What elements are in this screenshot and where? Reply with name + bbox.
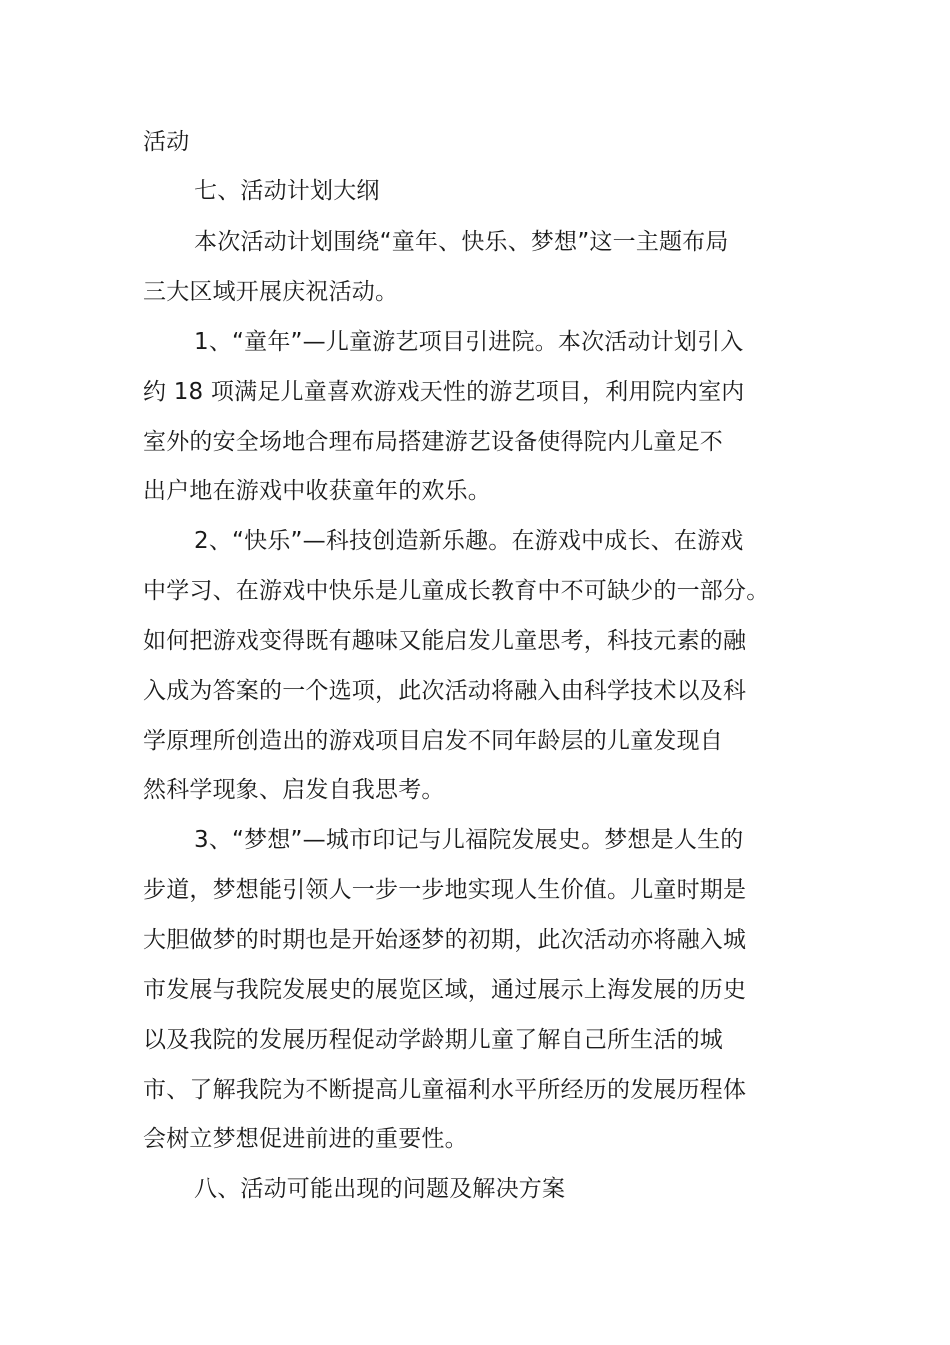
text-line-16: 步道，梦想能引领人一步一步地实现人生价值。儿童时期是 [143,877,747,903]
text-line-8: 出户地在游戏中收获童年的欢乐。 [143,478,491,504]
text-line-7: 室外的安全场地合理布局搭建游艺设备使得院内儿童足不 [143,429,723,455]
text-line-6: 约 18 项满足儿童喜欢游戏天性的游艺项目，利用院内室内 [143,379,745,405]
text-line-17: 大胆做梦的时期也是开始逐梦的初期，此次活动亦将融入城 [143,927,747,953]
section-heading-7: 七、活动计划大纲 [194,178,380,204]
text-line-10: 中学习、在游戏中快乐是儿童成长教育中不可缺少的一部分。 [143,578,770,604]
text-line-21: 会树立梦想促进前进的重要性。 [143,1126,468,1152]
text-line-5: 1、“童年”—儿童游艺项目引进院。本次活动计划引入 [194,329,744,355]
text-line-11: 如何把游戏变得既有趣味又能启发儿童思考，科技元素的融 [143,628,747,654]
text-line-3: 本次活动计划围绕“童年、快乐、梦想”这一主题布局 [194,229,729,255]
text-line-14: 然科学现象、启发自我思考。 [143,777,445,803]
text-line-1: 活动 [143,129,190,155]
text-line-13: 学原理所创造出的游戏项目启发不同年龄层的儿童发现自 [143,728,723,754]
text-line-20: 市、了解我院为不断提高儿童福利水平所经历的发展历程体 [143,1077,747,1103]
text-line-19: 以及我院的发展历程促动学龄期儿童了解自己所生活的城 [143,1027,723,1053]
text-line-18: 市发展与我院发展史的展览区域，通过展示上海发展的历史 [143,977,747,1003]
text-line-12: 入成为答案的一个选项，此次活动将融入由科学技术以及科 [143,678,747,704]
section-heading-8: 八、活动可能出现的问题及解决方案 [194,1176,566,1202]
text-line-15: 3、“梦想”—城市印记与儿福院发展史。梦想是人生的 [194,827,744,853]
text-line-9: 2、“快乐”—科技创造新乐趣。在游戏中成长、在游戏 [194,528,744,554]
text-line-4: 三大区域开展庆祝活动。 [143,279,399,305]
